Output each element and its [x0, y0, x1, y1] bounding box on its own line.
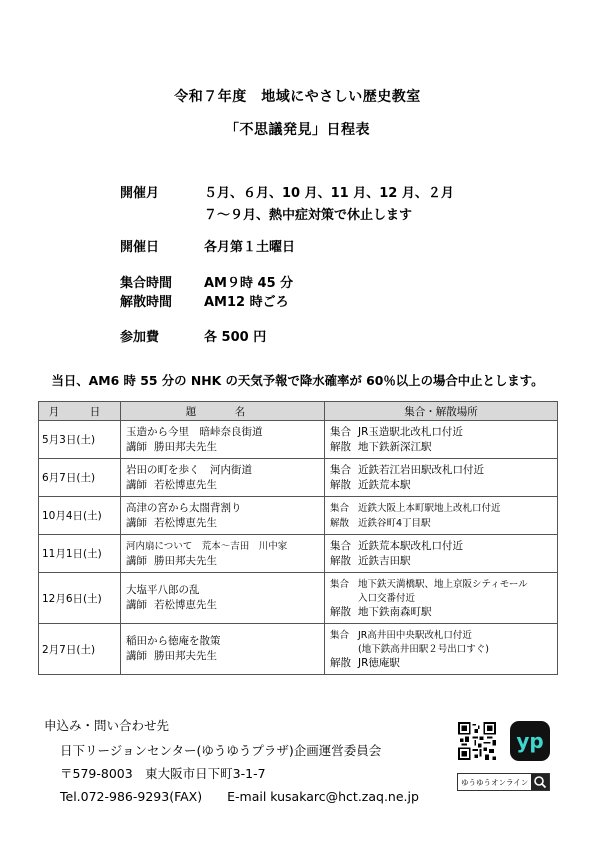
page-subtitle: 「不思議発見」日程表 [225, 122, 370, 138]
row-meet-sub: (地下鉄高井田駅２号出口すぐ) [358, 643, 489, 655]
row-place-cell [325, 421, 558, 459]
contact-heading: 申込み・問い合わせ先 [44, 718, 170, 733]
row-title: 河内扇について 荒本～吉田 川中家 [126, 540, 288, 552]
row-dismiss: 解散 近鉄吉田駅 [330, 554, 411, 567]
row-lecturer: 講師 若松博恵先生 [126, 599, 217, 611]
row-title-cell [121, 459, 325, 497]
row-meet-sub: 入口交番付近 [358, 592, 416, 604]
table-row [39, 459, 558, 497]
day-value: 各月第１土曜日 [204, 240, 296, 255]
row-date: 11月1日(土) [39, 535, 121, 573]
row-meet: 集合 JR玉造駅北改札口付近 [330, 425, 463, 438]
contact-org: 日下リージョンセンター(ゆうゆうプラザ)企画運営委員会 [60, 743, 382, 758]
weather-notice: 当日、AM6 時 55 分の NHK の天気予報で降水確率が 60％以上の場合中止とします。 [51, 373, 544, 388]
info-meet [120, 272, 293, 291]
info-day [120, 236, 295, 255]
row-lecturer: 講師 若松博恵先生 [126, 516, 217, 529]
qr-code-icon[interactable] [458, 722, 496, 760]
row-date: 6月7日(土) [39, 459, 121, 497]
row-meet: 集合 JR高井田中央駅改札口付近 [330, 629, 472, 641]
row-title: 大塩平八郎の乱 [126, 584, 200, 596]
header-date: 月 日 [39, 402, 121, 421]
info-fee [120, 326, 266, 345]
contact-block [44, 716, 419, 810]
row-dismiss: 解散 地下鉄新深江駅 [330, 440, 432, 453]
row-meet: 集合 地下鉄天満橋駅、地上京阪シティモール [330, 578, 528, 590]
row-dismiss: 解散 近鉄荒本駅 [330, 478, 411, 491]
dismiss-value: AM12 時ごろ [204, 295, 289, 310]
contact-tel-email: Tel.072-986-9293(FAX) E-mail kusakarc@hct.zaq.ne.jp [60, 789, 419, 804]
meet-value: AM９時 45 分 [204, 276, 294, 291]
table-row [39, 497, 558, 535]
row-meet: 集合 近鉄荒本駅改札口付近 [330, 539, 463, 552]
row-title-cell [121, 421, 325, 459]
contact-address: 〒579-8003 東大阪市日下町3-1-7 [60, 766, 266, 781]
info-months [120, 182, 454, 223]
row-place-cell [325, 573, 558, 624]
row-lecturer: 講師 勝田邦夫先生 [126, 440, 217, 453]
header-title: 題 名 [121, 402, 325, 421]
row-date: 10月4日(土) [39, 497, 121, 535]
months-note: ７～９月、熱中症対策で休止します [204, 208, 413, 223]
table-header-row [39, 402, 558, 421]
row-meet: 集合 近鉄若江岩田駅改札口付近 [330, 463, 484, 476]
meet-label: 集合時間 [120, 276, 173, 291]
row-title: 稲田から徳庵を散策 [126, 635, 221, 647]
row-title: 岩田の町を歩く 河内街道 [126, 463, 252, 476]
row-place-cell [325, 624, 558, 675]
row-place-cell [325, 497, 558, 535]
row-title-cell [121, 573, 325, 624]
search-box[interactable] [457, 773, 550, 791]
dismiss-label: 解散時間 [120, 295, 173, 310]
search-icon[interactable] [531, 774, 549, 790]
row-dismiss: 解散 JR徳庵駅 [330, 656, 400, 669]
page-title: 令和７年度 地域にやさしい歴史教室 [174, 89, 421, 105]
fee-value: 各 500 円 [204, 330, 267, 345]
search-label: ゆうゆうオンライン [461, 777, 529, 787]
row-lecturer: 講師 勝田邦夫先生 [126, 650, 217, 662]
row-place-cell [325, 535, 558, 573]
info-dismiss [120, 291, 289, 310]
row-dismiss: 解散 地下鉄南森町駅 [330, 605, 432, 618]
row-meet: 集合 近鉄大阪上本町駅地上改札口付近 [330, 502, 501, 514]
table-row [39, 535, 558, 573]
table-row [39, 421, 558, 459]
months-value: ５月、６月、10 月、11 月、12 月、２月 [204, 186, 454, 201]
row-dismiss: 解散 近鉄谷町4丁目駅 [330, 517, 431, 529]
table-row [39, 573, 558, 624]
row-place-cell [325, 459, 558, 497]
day-label: 開催日 [120, 240, 160, 255]
months-label: 開催月 [120, 186, 160, 201]
row-date: 5月3日(土) [39, 421, 121, 459]
row-title-cell [121, 624, 325, 675]
row-title-cell [121, 497, 325, 535]
schedule-table [38, 401, 558, 675]
row-date: 2月7日(土) [39, 624, 121, 675]
row-title: 高津の宮から太閤背割り [126, 501, 242, 514]
row-lecturer: 講師 若松博恵先生 [126, 478, 217, 491]
row-lecturer: 講師 勝田邦夫先生 [126, 554, 217, 567]
table-row [39, 624, 558, 675]
row-title-cell [121, 535, 325, 573]
row-date: 12月6日(土) [39, 573, 121, 624]
row-title: 玉造から今里 暗峠奈良街道 [126, 425, 263, 438]
app-logo-text: yp [516, 729, 544, 753]
app-logo-icon[interactable] [510, 721, 550, 761]
fee-label: 参加費 [120, 330, 160, 345]
header-place: 集合・解散場所 [325, 402, 558, 421]
